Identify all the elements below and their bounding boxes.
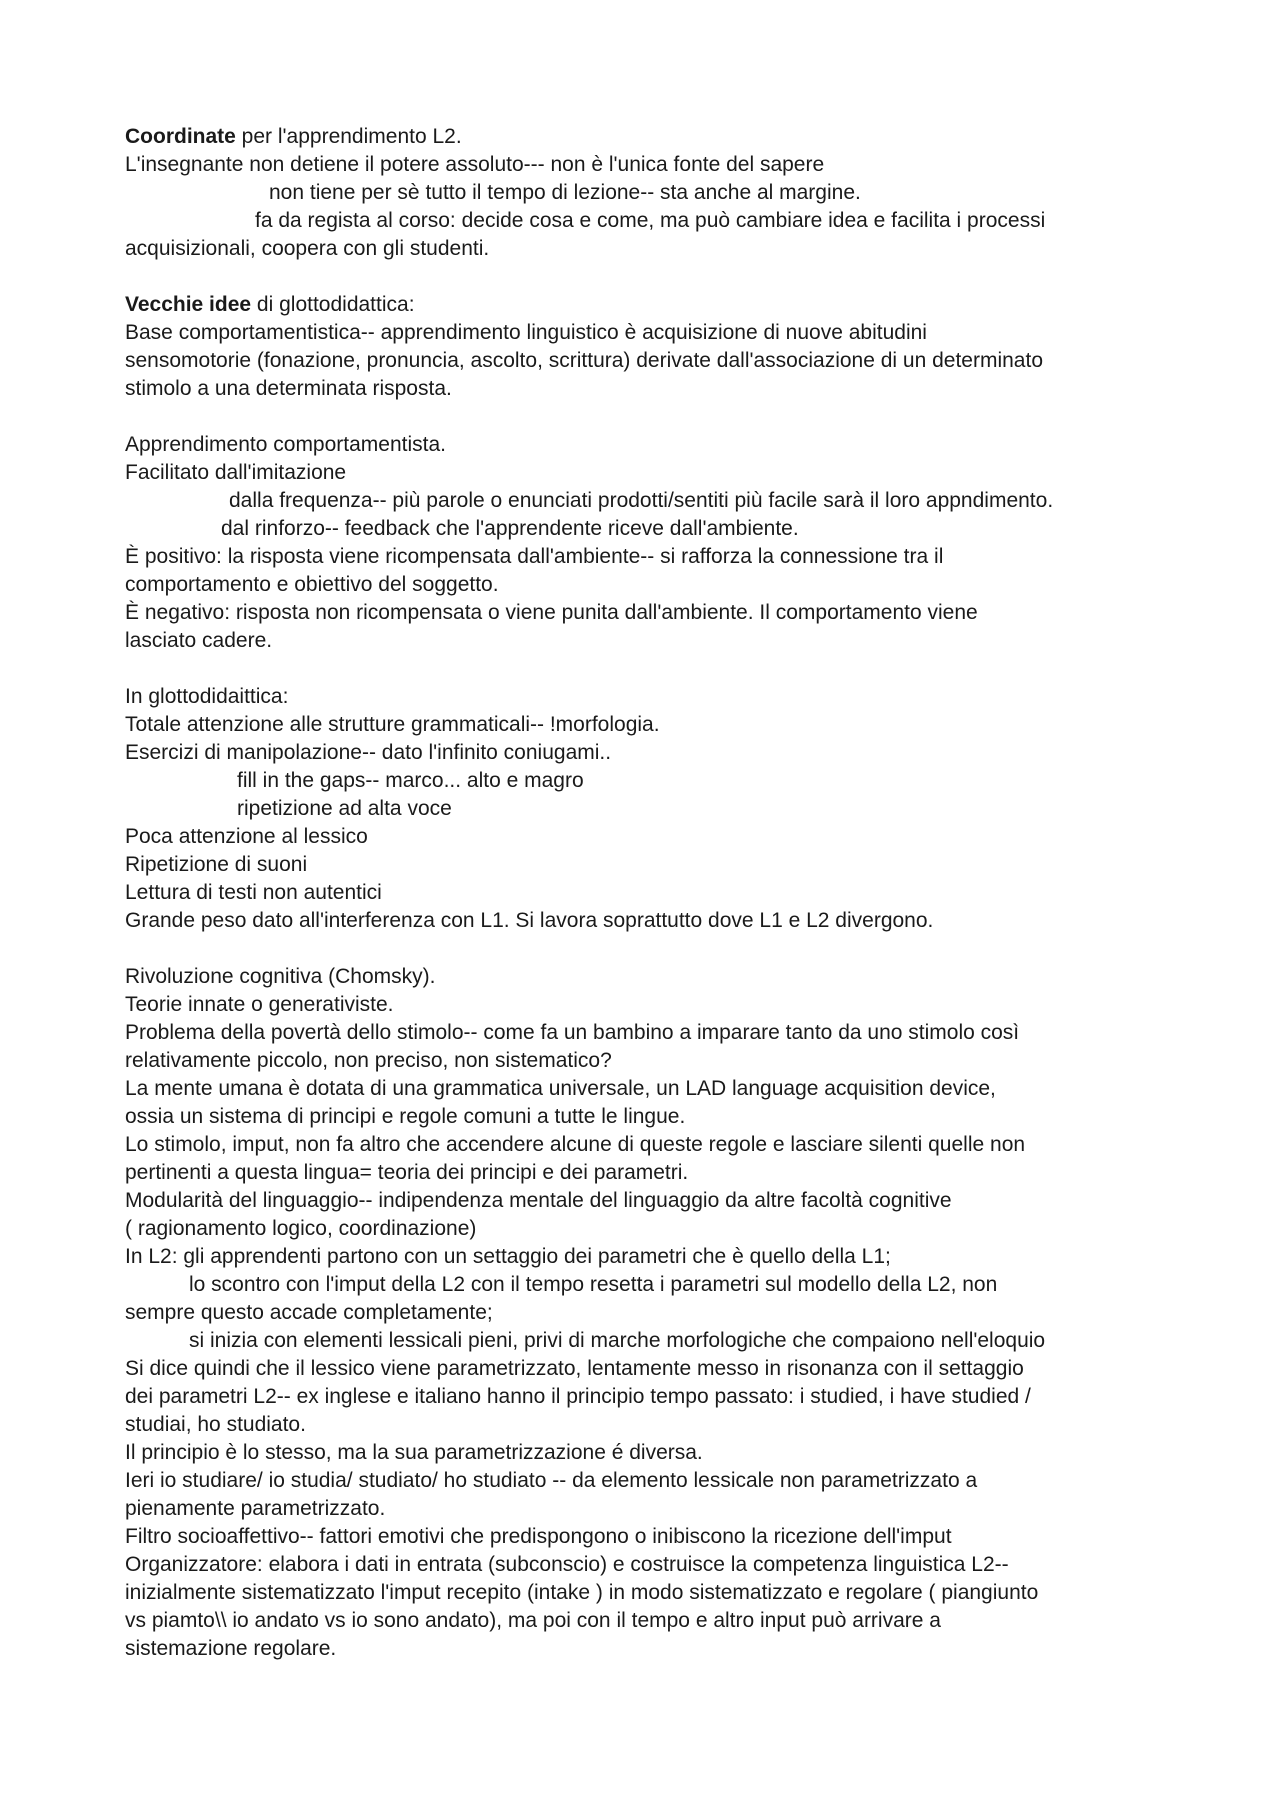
text-line: fa da regista al corso: decide cosa e come, ma può cambiare idea e facilita i processi [255,209,1046,232]
heading-rest: per l'apprendimento L2. [235,125,462,148]
text-line: ( ragionamento logico, coordinazione) [125,1217,477,1240]
text-line: ripetizione ad alta voce [237,797,452,820]
text-line: L'insegnante non detiene il potere assoluto--- non è l'unica fonte del sapere [125,153,825,176]
heading-rest: di glottodidattica: [251,293,415,316]
text-line: sistemazione regolare. [125,1637,337,1660]
text-line: ossia un sistema di principi e regole comuni a tutte le lingue. [125,1105,686,1128]
section-glottodidattica [125,683,1185,935]
text-line: sempre questo accade completamente; [125,1301,493,1324]
section-coordinate [125,123,1185,263]
text-line: acquisizionali, coopera con gli studenti. [125,237,490,260]
heading-vecchie-idee [125,291,1185,319]
text-line: vs piamto\\ io andato vs io sono andato), ma poi con il tempo e altro input può arrivare a [125,1609,941,1632]
text-line: Lettura di testi non autentici [125,881,382,904]
text-line: non tiene per sè tutto il tempo di lezione-- sta anche al margine. [269,181,861,204]
text-line: studiai, ho studiato. [125,1413,306,1436]
text-line: si inizia con elementi lessicali pieni, privi di marche morfologiche che compaiono nell'eloquio [189,1329,1046,1352]
text-line: Esercizi di manipolazione-- dato l'infinito coniugami.. [125,741,612,764]
text-line: lasciato cadere. [125,629,273,652]
section-rivoluzione-cognitiva [125,963,1185,1663]
text-line: Totale attenzione alle strutture grammaticali-- !morfologia. [125,713,660,736]
text-line: È negativo: risposta non ricompensata o viene punita dall'ambiente. Il comportamento viene [125,601,978,624]
section-vecchie-idee [125,291,1185,403]
text-line: dalla frequenza-- più parole o enunciati prodotti/sentiti più facile sarà il loro appndimento. [229,489,1054,512]
text-line: Ieri io studiare/ io studia/ studiato/ ho studiato -- da elemento lessicale non parametrizzato a [125,1469,978,1492]
text-line: pienamente parametrizzato. [125,1497,386,1520]
text-line: Apprendimento comportamentista. [125,433,446,456]
text-line: È positivo: la risposta viene ricompensata dall'ambiente-- si rafforza la connessione tra il [125,545,944,568]
text-line: Base comportamentistica-- apprendimento linguistico è acquisizione di nuove abitudini [125,321,927,344]
text-line: relativamente piccolo, non preciso, non sistematico? [125,1049,612,1072]
text-line: fill in the gaps-- marco... alto e magro [237,769,584,792]
text-line: lo scontro con l'imput della L2 con il tempo resetta i parametri sul modello della L2, non [189,1273,998,1296]
text-line: Il principio è lo stesso, ma la sua parametrizzazione é diversa. [125,1441,703,1464]
text-line: sensomotorie (fonazione, pronuncia, ascolto, scrittura) derivate dall'associazione di un determinato [125,349,1044,372]
text-line: dal rinforzo-- feedback che l'apprendente riceve dall'ambiente. [221,517,799,540]
text-line: Filtro socioaffettivo-- fattori emotivi che predispongono o inibiscono la ricezione dell'imput [125,1525,952,1548]
text-line: La mente umana è dotata di una grammatica universale, un LAD language acquisition device, [125,1077,996,1100]
text-line: Poca attenzione al lessico [125,825,368,848]
text-line: inizialmente sistematizzato l'imput recepito (intake ) in modo sistematizzato e regolare ( piangiunto [125,1581,1039,1604]
text-line: Ripetizione di suoni [125,853,308,876]
heading-bold: Vecchie idee [125,293,252,316]
text-line: pertinenti a questa lingua= teoria dei principi e dei parametri. [125,1161,689,1184]
text-line: Si dice quindi che il lessico viene parametrizzato, lentamente messo in risonanza con il settaggio [125,1357,1024,1380]
text-line: Grande peso dato all'interferenza con L1. Si lavora soprattutto dove L1 e L2 divergono. [125,909,934,932]
text-line: Modularità del linguaggio-- indipendenza mentale del linguaggio da altre facoltà cognitive [125,1189,952,1212]
text-line: dei parametri L2-- ex inglese e italiano hanno il principio tempo passato: i studied, i have studied / [125,1385,1031,1408]
text-line: Teorie innate o generativiste. [125,993,394,1016]
text-line: Lo stimolo, imput, non fa altro che accendere alcune di queste regole e lasciare silenti quelle non [125,1133,1026,1156]
text-line: In L2: gli apprendenti partono con un settaggio dei parametri che è quello della L1; [125,1245,891,1268]
heading-coordinate [125,123,1185,151]
text-line: comportamento e obiettivo del soggetto. [125,573,499,596]
text-line: stimolo a una determinata risposta. [125,377,452,400]
text-line: Problema della povertà dello stimolo-- come fa un bambino a imparare tanto da uno stimolo così [125,1021,1020,1044]
section-apprendimento [125,431,1185,655]
text-line: Organizzatore: elabora i dati in entrata (subconscio) e costruisce la competenza linguistica L2-- [125,1553,1009,1576]
text-line: Facilitato dall'imitazione [125,461,347,484]
text-line: In glottodidaittica: [125,685,289,708]
text-line: Rivoluzione cognitiva (Chomsky). [125,965,436,988]
document-page [125,123,1185,1663]
heading-bold: Coordinate [125,125,236,148]
